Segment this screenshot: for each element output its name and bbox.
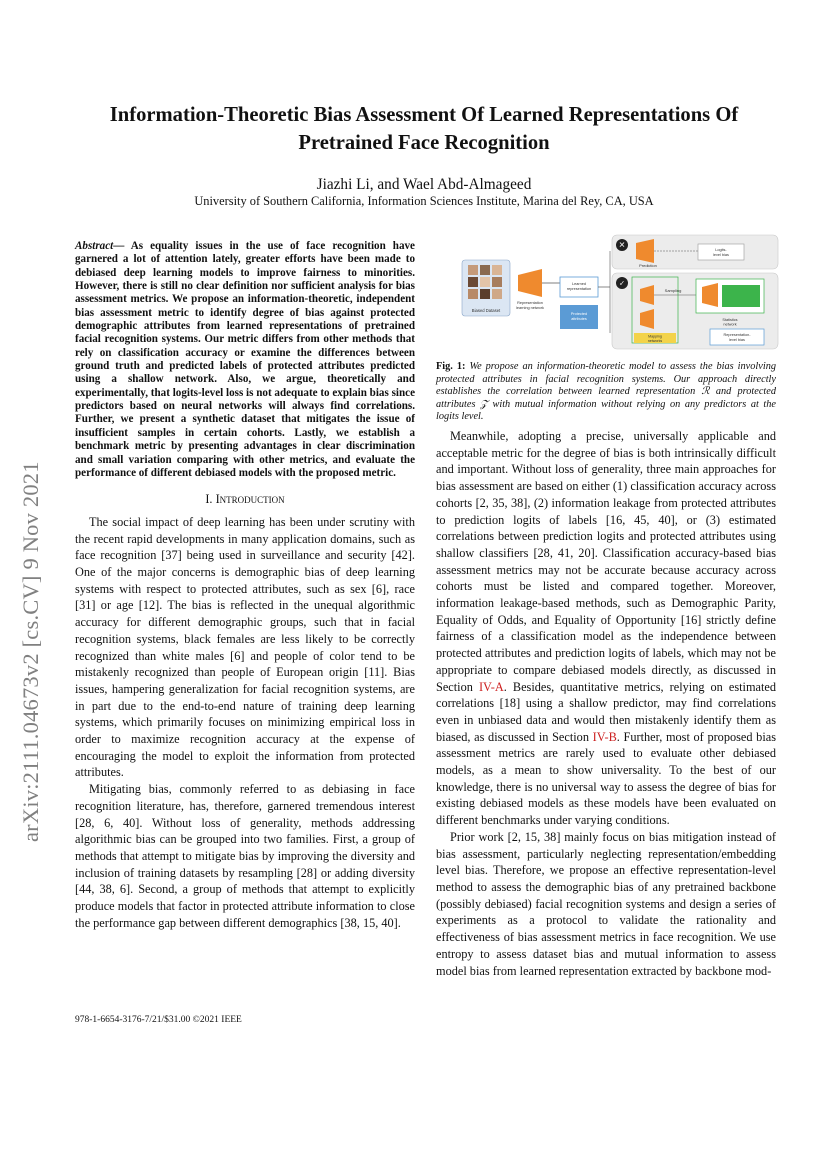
learned-rep-label-2: representation <box>566 287 592 291</box>
protected-label-2: attributes <box>571 317 587 321</box>
statistics-network-shape <box>702 283 718 307</box>
left-column <box>75 240 415 931</box>
rep-network-label-2: learning network <box>516 306 544 310</box>
sampling-label: Sampling <box>664 288 682 293</box>
affiliation: University of Southern California, Information Sciences Institute, Marina del Rey, CA, USA <box>194 194 654 208</box>
abstract <box>75 240 415 480</box>
learned-rep-label-1: Learned <box>572 282 586 286</box>
copyright-notice: 978-1-6654-3176-7/21/$31.00 ©2021 IEEE <box>75 1015 242 1025</box>
cross-icon-glyph: ✕ <box>618 240 626 250</box>
right-paragraph-1 <box>436 428 776 829</box>
figure-1-caption <box>436 361 776 424</box>
figure-caption-text: We propose an information-theoretic model to assess the bias involving protected attributes in facial recognition systems. Our approach directly establishes the correlation between learned representation ℛ and protected attributes 𝒵 with mutual information without relying on any predictors at the logits level. <box>436 361 776 423</box>
mapping-label-2: networks <box>647 338 663 343</box>
right-paragraph-1-part-b: . Besides, quantitative metrics, relying on estimated correlations [18] using a shallow predictor, may find correlations even in unbiased data and would then mistakenly identify them as biased, as discussed in Section <box>436 679 776 744</box>
abstract-label: Abstract <box>75 240 114 252</box>
prediction-label: Prediction <box>639 263 657 268</box>
right-paragraph-2: Prior work [2, 15, 38] mainly focus on bias mitigation instead of bias assessment, particularly neglecting representation/embedding level bias. Therefore, we propose an effective representation-level method to assess the demographic bias of any pretrained backbone (possibly debiased) facial recognition systems and design a series of experiments as a protocol to validate the rationality and effectiveness of bias assessment metrics in face recognition. We use entropy to assess dataset bias and mutual information to assess model bias from learned representation extracted by backbone mod- <box>436 829 776 978</box>
statistics-label-2: network <box>723 322 737 327</box>
section-ref-iv-b[interactable]: IV-B <box>592 729 617 744</box>
section-number: I. <box>205 492 216 507</box>
section-heading-introduction <box>75 491 415 508</box>
biased-dataset-label: Biased Dataset <box>471 308 501 313</box>
mapping-label-1: Mapping <box>648 334 662 339</box>
logits-bias-label-2: level bias <box>713 253 729 257</box>
repr-bias-label-1: Representation- <box>723 333 751 337</box>
section-ref-iv-a[interactable]: IV-A <box>478 679 504 694</box>
statistics-label-1: Statistics <box>722 318 738 322</box>
right-column <box>436 428 776 979</box>
figure-label: Fig. 1: <box>436 361 466 372</box>
protected-label-1: Protected <box>570 312 588 316</box>
repr-bias-label-2: level bias <box>729 338 745 342</box>
representation-bias-box <box>710 329 764 345</box>
face-grid-icon <box>468 265 502 299</box>
logits-bias-label-1: Logits- <box>715 248 727 252</box>
check-icon-glyph: ✓ <box>619 280 625 288</box>
representation-network-shape <box>518 269 542 297</box>
title-line-2: Pretrained Face Recognition <box>298 132 550 154</box>
authors: Jiazhi Li, and Wael Abd-Almageed <box>316 176 532 193</box>
intro-paragraph-1: The social impact of deep learning has been under scrutiny with the recent rapid developments in many application domains, such as face recognition [37] being used in surveillance and security [42]. One of the major concerns is demographic bias of deep learning systems with respect to protected attributes, such as sex [6], race [31] or age [12]. The bias is reflected in the unequal algorithmic accuracy for different demographic groups, such that in facial recognition systems, black females are less likely to be correctly recognized than white males [6] and people of color tend to be mistakenly recognized than people of European origin [11]. Bias issues, hampering generalization for facial recognition systems, are in part due to the end-to-end nature of training deep learning systems, which primarily focuses on minimizing empirical loss in order to maximize recognition accuracy at the expense of encouraging the model to exploit the information from protected attributes. <box>75 514 415 780</box>
intro-paragraph-2: Mitigating bias, commonly referred to as debiasing in face recognition literature, has, therefore, garnered tremendous interest [28, 6, 40]. Without loss of generality, methods addressing algorithmic bias can be grouped into two families. First, a group of methods that attempt to mitigate bias by improving the diversity and inclusion of training datasets by resampling [28] or adding diversity [44, 38, 6]. Second, a group of methods that attempt to explicitly produce models that factor in protected attribute information to close the performance gap between different demographics [38, 15, 40]. <box>75 782 415 930</box>
logits-bias-box <box>698 244 744 260</box>
right-paragraph-1-part-a: Meanwhile, adopting a precise, universally applicable and acceptable metric for the degree of bias is both intrinsically difficult and important. Without loss of generality, three main approaches for bias assessment are based on either (1) classification accuracy across cohorts [2, 35, 38], (2) information leakage from protected attributes to prediction logits of labels [16, 45, 40], or (3) estimated correlations between prediction logits and protected attributes using shallow classifiers [28, 41, 20]. Classification accuracy-based bias assessment metrics may not be accurate because accuracy across cohorts must be listed and compared together. Moreover, information leakage-based methods, such as Demographic Parity, Equality of Odds, and Equality of Opportunity [16] strictly define fairness of a classification model as the independence between protected attributes and prediction logits of labels, which may not be appropriate to compare debiased models directly, as discussed in Section <box>436 429 776 694</box>
abstract-text: — As equality issues in the use of face recognition have garnered a lot of attention lately, greater efforts have been made to debiased deep learning models to improve fairness to minorities. However, there is still no clear definition nor sufficient analysis for bias assessment metrics. We propose an information-theoretic, independent bias assessment metric to identify degree of bias against protected demographic attributes from learned representations of pretrained facial recognition systems. Our metric differs from other methods that rely on classification accuracy or examine the differences between ground truth and predicted labels of protected attributes predicted using a shallow network. Also, we argue, theoretically and experimentally, that logits-level loss is not adequate to explain bias since predictors based on neural networks will always find correlations. Further, we present a synthetic dataset that mitigates the issue of insufficient samples in certain cohorts. Lastly, we establish a benchmark metric by presenting advantages in clear discrimination and small variation comparing with other metrics, and evaluate the performance of different debiased models with the proposed metric. <box>75 240 415 479</box>
paper-title <box>60 101 788 157</box>
figure-1-diagram <box>460 233 780 351</box>
rep-network-label-1: Representation <box>517 301 543 305</box>
section-title: Introduction <box>215 492 285 507</box>
title-line-1: Information-Theoretic Bias Assessment Of Learned Representations Of <box>109 104 739 126</box>
right-paragraph-1-part-c: . Further, most of proposed bias assessment metrics are rarely used to evaluate other debiased models, as a mean to show universality. To the best of our knowledge, there is no universal way to assess the degree of bias for existing debiased models as these models have been evaluated on different benchmarks under varying conditions. <box>436 729 776 828</box>
arxiv-identifier: arXiv:2111.04673v2 [cs.CV] 9 Nov 2021 <box>18 461 43 842</box>
predictor-shape <box>636 239 654 263</box>
statistics-output-box <box>722 285 760 307</box>
